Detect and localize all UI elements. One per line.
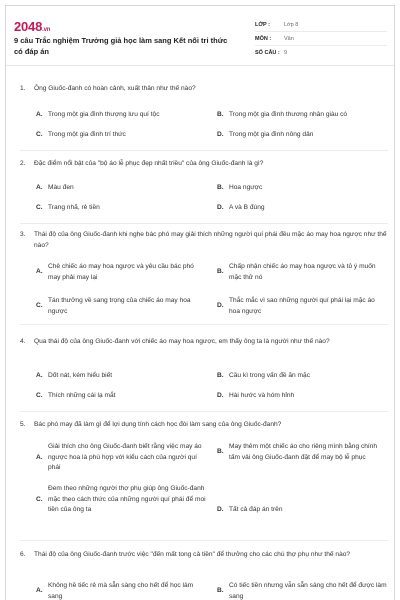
option-b[interactable]: B. Cầu kì trong vấn đề ăn mặc [217, 372, 311, 379]
option-d[interactable]: D. A và B đúng [217, 204, 265, 211]
meta-row-class [255, 18, 387, 32]
question-text: Thái độ của ông Giuốc-đanh trước việc "đến mất tong cả tiền" để thưởng cho các chú thợ phụ như thế nào? [34, 551, 351, 558]
divider [20, 324, 388, 325]
option-d[interactable]: D. Tất cả đáp án trên [217, 506, 283, 513]
question-text: Qua thái độ của ông Giuốc-đanh với chiếc áo may hoa ngược, em thấy ông ta là người như thế nào? [34, 338, 330, 345]
option-d[interactable]: D. Thắc mắc vì sao những người quí phái lại mặc áo hoa ngược [217, 297, 375, 315]
page-title: 9 câu Trắc nghiệm Trưởng giả học làm sang Kết nối tri thức có đáp án [14, 36, 228, 56]
question-number: 4. [20, 338, 26, 345]
meta-info [255, 18, 387, 60]
option-a[interactable]: A. Trong một gia đình thượng lưu quí tộc [36, 111, 160, 118]
meta-value: Lớp 8 [284, 21, 299, 28]
question-1 [20, 84, 388, 95]
option-c[interactable]: C. Đem theo những người thợ phụ giúp ông Giuốc-đanh mặc theo cách thức của những người quí phái để moi tiền của ông ta [36, 485, 206, 513]
option-a[interactable]: A. Chê chiếc áo may hoa ngược và yêu cầu bác phó may phải may lại [36, 263, 194, 281]
option-d[interactable]: D. Hài hước và hóm hỉnh [217, 392, 295, 399]
option-b[interactable]: B. Hoa ngược [217, 184, 263, 191]
divider [20, 223, 388, 224]
meta-key: LỚP : [255, 21, 270, 28]
option-c[interactable]: C. Thích những cái lạ mắt [36, 392, 116, 399]
question-text: Thái độ của ông Giuốc-đanh khi nghe bác phó may giải thích những người quí phái đều mặc áo may hoa ngược như thế nào? [34, 231, 387, 249]
option-b[interactable]: B. Có tiếc tiền nhưng vẫn sẵn sàng cho hết để được làm sang [217, 582, 387, 600]
question-6 [20, 550, 388, 561]
question-number: 3. [20, 231, 26, 238]
meta-row-count [255, 46, 387, 60]
meta-value: 9 [284, 50, 288, 56]
question-text: Bác phó may đã làm gì để lợi dụng tính cách học đòi làm sang của ông Giuốc-đanh? [34, 421, 282, 428]
question-number: 2. [20, 160, 26, 167]
document-sheet [5, 5, 395, 600]
option-d[interactable]: D. Trong một gia đình nông dân [217, 131, 314, 138]
option-a[interactable]: A. Màu đen [36, 184, 74, 191]
divider [20, 150, 388, 151]
divider [20, 540, 388, 541]
question-text: Đặc điểm nổi bật của "bộ áo lễ phục đẹp nhất triều" của ông Giuốc-đanh là gì? [34, 160, 264, 167]
option-c[interactable]: C. Trong một gia đình trí thức [36, 131, 126, 138]
question-5 [20, 420, 388, 431]
option-b[interactable]: B. May thêm một chiếc áo cho riêng mình bằng chính tấm vải ông Giuốc-đanh đặt để may bộ lễ phục [217, 443, 378, 461]
option-c[interactable]: C. Trang nhã, rẻ tiền [36, 204, 100, 211]
question-3 [20, 230, 388, 251]
site-logo[interactable]: 2048.vn [14, 19, 51, 34]
option-a[interactable]: A. Giải thích cho ông Giuốc-đanh biết rằng việc may áo ngược hoa là phù hợp với kiểu cách của người quí phái [36, 443, 202, 471]
option-a[interactable]: A. Không hề tiếc rẻ mà sẵn sàng cho hết để học làm sang [36, 582, 194, 600]
question-4 [20, 337, 388, 348]
question-text: Ông Giuốc-đanh có hoàn cảnh, xuất thân như thế nào? [34, 85, 196, 92]
option-b[interactable]: B. Chấp nhận chiếc áo may hoa ngược và tỏ ý muốn mặc thử nó [217, 263, 376, 281]
question-number: 5. [20, 421, 26, 428]
question-number: 1. [20, 85, 26, 92]
option-c[interactable]: C. Tán thưởng về sang trọng của chiếc áo may hoa ngược [36, 297, 191, 315]
option-b[interactable]: B. Trong một gia đình thương nhân giàu có [217, 111, 348, 118]
question-number: 6. [20, 551, 26, 558]
question-2 [20, 159, 388, 170]
document-header [6, 6, 394, 66]
meta-key: SỐ CÂU : [255, 50, 280, 56]
meta-key: MÔN : [255, 35, 272, 42]
meta-value: Văn [284, 35, 294, 42]
meta-row-subject [255, 32, 387, 46]
divider [20, 411, 388, 412]
option-a[interactable]: A. Dốt nát, kém hiểu biết [36, 372, 113, 379]
